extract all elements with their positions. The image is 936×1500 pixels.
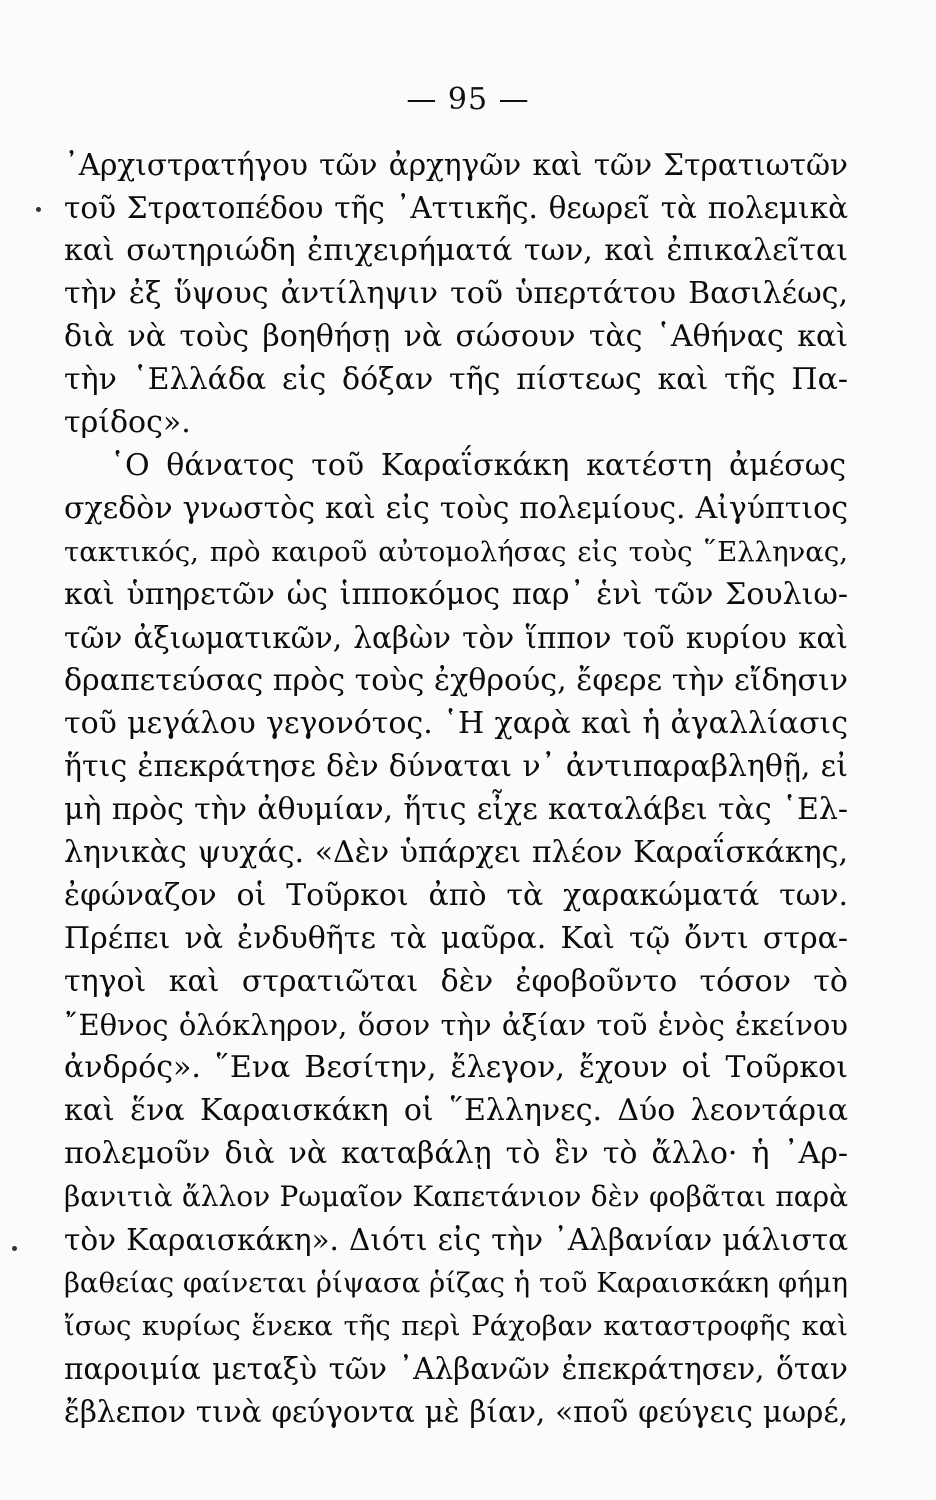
text-line: καὶ σωτηριώδη ἐπιχειρήματά των, καὶ ἐπικαλεῖται — [64, 233, 848, 268]
text-line: τὴν ῾Ελλάδα εἰς δόξαν τῆς πίστεως καὶ τῆς Πα- — [64, 362, 848, 397]
text-line: ἴσως κυρίως ἕνεκα τῆς περὶ Ράχοβαν καταστροφῆς καὶ — [64, 1310, 848, 1342]
text-line: τηγοὶ καὶ στρατιῶται δὲν ἐφοβοῦντο τόσον τὸ — [64, 964, 848, 999]
text-line: τακτικός, πρὸ καιροῦ αὐτομολήσας εἰς τοὺς ῞Ελληνας, — [64, 536, 848, 568]
text-line: καὶ ὑπηρετῶν ὡς ἱπποκόμος παρ᾽ ἑνὶ τῶν Σουλιω- — [64, 577, 848, 612]
text-line: ἥτις ἐπεκράτησε δὲν δύναται ν᾽ ἀντιπαραβληθῇ, εἰ — [64, 749, 848, 784]
text-line: ῾Ο θάνατος τοῦ Καραΐσκάκη κατέστη ἀμέσως — [110, 448, 846, 483]
text-line: βανιτιὰ ἄλλον Ρωμαῖον Καπετάνιον δὲν φοβᾶται παρὰ — [64, 1180, 848, 1213]
text-line: ἐφώναζον οἱ Τοῦρκοι ἀπὸ τὰ χαρακώματά των. — [64, 878, 848, 913]
text-line: τὸν Καραισκάκη». Διότι εἰς τὴν ᾿Αλβανίαν μάλιστα — [64, 1223, 848, 1257]
text-line: τοῦ Στρατοπέδου τῆς ᾿Αττικῆς. θεωρεῖ τὰ πολεμικὰ — [64, 191, 848, 225]
text-line: τρίδος». — [64, 405, 191, 440]
text-line: ἀνδρός». ῞Ενα Βεσίτην, ἔλεγον, ἔχουν οἱ Τοῦρκοι — [64, 1050, 848, 1085]
text-line: ἔβλεπον τινὰ φεύγοντα μὲ βίαν, «ποῦ φεύγεις μωρέ, — [64, 1395, 848, 1429]
text-line: τοῦ μεγάλου γεγονότος. ῾Η χαρὰ καὶ ἡ ἀγαλλίασις — [64, 706, 848, 741]
text-line: τὴν ἐξ ὕψους ἀντίληψιν τοῦ ὑπερτάτου Βασιλέως, — [64, 276, 848, 311]
text-line: σχεδὸν γνωστὸς καὶ εἰς τοὺς πολεμίους. Αἰγύπτιος — [64, 491, 848, 526]
text-line: ῎Εθνος ὁλόκληρον, ὅσον τὴν ἀξίαν τοῦ ἑνὸς ἐκείνου — [64, 1008, 848, 1042]
print-speck — [12, 1246, 17, 1251]
text-line: Πρέπει νὰ ἐνδυθῆτε τὰ μαῦρα. Καὶ τῷ ὄντι στρα- — [64, 921, 848, 956]
page-number: — 95 — — [406, 82, 530, 117]
text-line: καὶ ἕνα Καραισκάκη οἱ ῞Ελληνες. Δύο λεοντάρια — [64, 1093, 848, 1128]
text-line: πολεμοῦν διὰ νὰ καταβάλῃ τὸ ἓν τὸ ἄλλο· ἡ ᾿Αρ- — [64, 1136, 848, 1171]
text-line: μὴ πρὸς τὴν ἀθυμίαν, ἥτις εἶχε καταλάβει τὰς ῾Ελ- — [64, 792, 848, 827]
text-line: δραπετεύσας πρὸς τοὺς ἐχθρούς, ἔφερε τὴν εἴδησιν — [64, 663, 848, 698]
text-line: διὰ νὰ τοὺς βοηθήσῃ νὰ σώσουν τὰς ῾Αθήνας καὶ — [64, 319, 848, 354]
text-line: τῶν ἀξιωματικῶν, λαβὼν τὸν ἵππον τοῦ κυρίου καὶ — [64, 621, 848, 655]
print-speck — [36, 207, 41, 212]
text-line: ᾿Αρχιστρατήγου τῶν ἀρχηγῶν καὶ τῶν Στρατιωτῶν — [64, 148, 848, 182]
text-line: παροιμία μεταξὺ τῶν ᾿Αλβανῶν ἐπεκράτησεν, ὅταν — [64, 1352, 848, 1386]
text-line: βαθείας φαίνεται ῥίψασα ῥίζας ἡ τοῦ Καραισκάκη φήμη — [64, 1267, 848, 1299]
text-line: ληνικὰς ψυχάς. «Δὲν ὑπάρχει πλέον Καραΐσκάκης, — [64, 835, 848, 870]
